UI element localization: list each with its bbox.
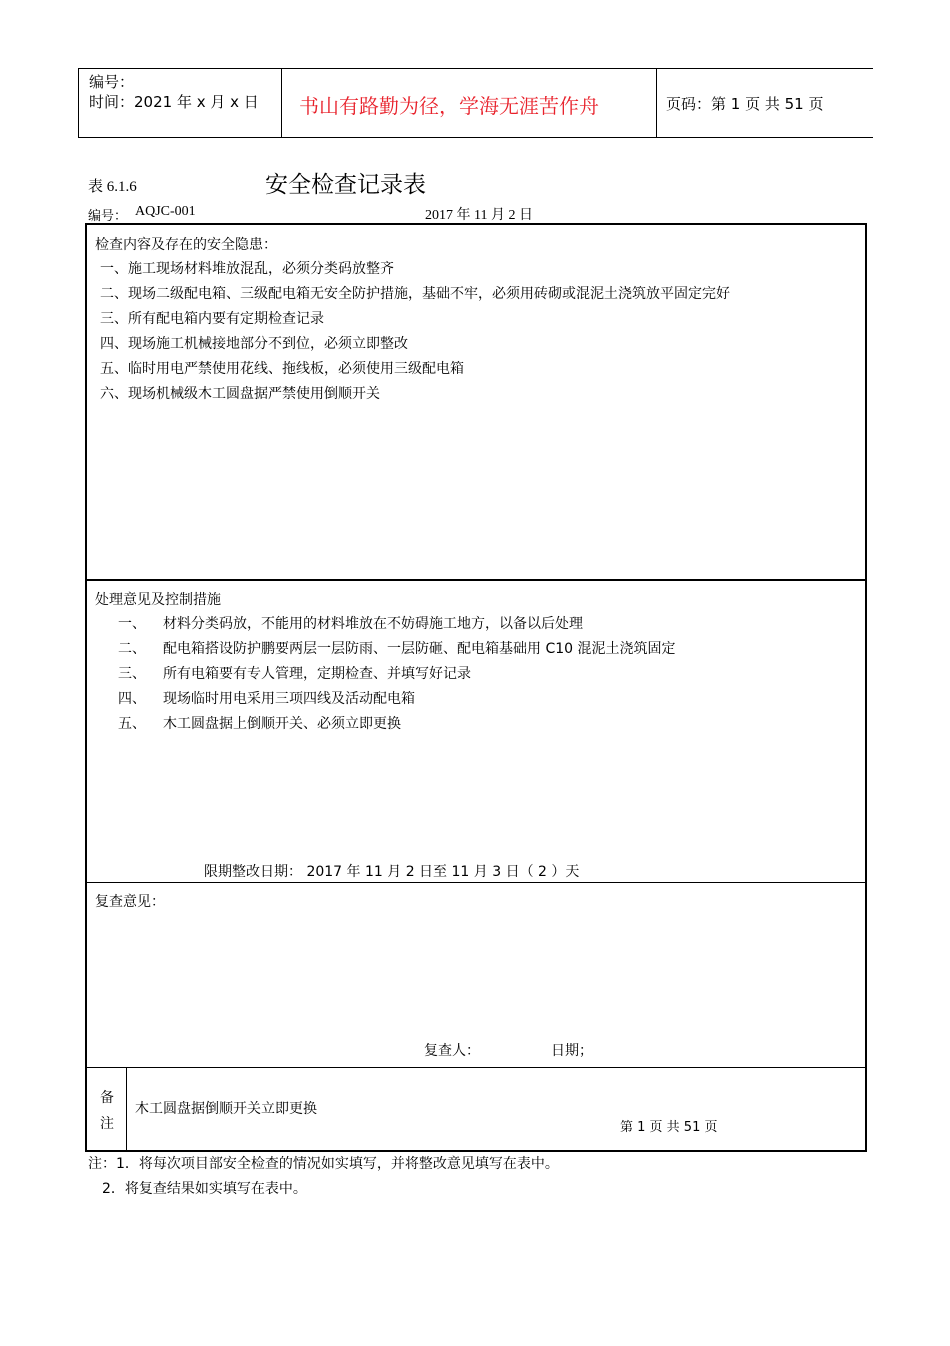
- code-label: 编号：: [88, 209, 128, 224]
- measure-number: 一、: [118, 616, 146, 632]
- measure-number: 四、: [118, 691, 146, 707]
- header-box: [78, 68, 873, 138]
- remarks-content: 木工圆盘据倒顺开关立即更换: [135, 1101, 317, 1117]
- inspection-item: 一、施工现场材料堆放混乱，必须分类码放整齐: [100, 261, 394, 277]
- measure-text: 现场临时用电采用三项四线及活动配电箱: [163, 691, 415, 707]
- measure-text: 木工圆盘据上倒顺开关、必须立即更换: [163, 716, 401, 732]
- header-motto-cell: [281, 69, 657, 137]
- review-section: [87, 883, 865, 1068]
- remarks-label-cell: [87, 1068, 127, 1150]
- inspection-item: 二、现场二级配电箱、三级配电箱无安全防护措施，基础不牢，必须用砖砌或混泥土浇筑放平固定完好: [100, 286, 730, 302]
- remarks-page-info: 第 1 页 共 51 页: [620, 1120, 718, 1135]
- inspection-item: 五、临时用电严禁使用花线、拖线板，必须使用三级配电箱: [100, 361, 464, 377]
- measure-number: 五、: [118, 716, 146, 732]
- table-number: 表 6.1.6: [88, 179, 137, 195]
- review-heading: 复查意见：: [95, 894, 165, 910]
- header-page-info: 页码：第 1 页 共 51 页: [666, 95, 824, 113]
- document-date: 2017 年 11 月 2 日: [425, 208, 533, 223]
- measure-text: 材料分类码放，不能用的材料堆放在不妨碍施工地方，以备以后处理: [163, 616, 583, 632]
- inspection-section: [87, 225, 865, 581]
- inspection-item: 六、现场机械级木工圆盘据严禁使用倒顺开关: [100, 386, 380, 402]
- remarks-label-bottom: 注: [100, 1116, 114, 1132]
- code-value: AQJC-001: [135, 204, 196, 219]
- motto-text: 书山有路勤为径，学海无涯苦作舟: [299, 94, 599, 118]
- remarks-label-top: 备: [100, 1090, 114, 1106]
- inspection-item: 四、现场施工机械接地部分不到位，必须立即整改: [100, 336, 408, 352]
- page-title: 安全检查记录表: [265, 172, 426, 198]
- header-time: 时间：2021 年 x 月 x 日: [89, 93, 259, 111]
- note-1: 注：1．将每次项目部安全检查的情况如实填写，并将整改意见填写在表中。: [88, 1156, 559, 1172]
- measures-heading: 处理意见及控制措施: [95, 592, 221, 608]
- inspection-heading: 检查内容及存在的安全隐患：: [95, 237, 277, 253]
- reviewer-label: 复查人：: [424, 1043, 480, 1059]
- remarks-section: [87, 1068, 865, 1150]
- note-2: 2．将复查结果如实填写在表中。: [102, 1181, 307, 1197]
- header-number-label: 编号：: [89, 73, 135, 91]
- measure-number: 三、: [118, 666, 146, 682]
- measures-section: [87, 581, 865, 883]
- header-page-cell: [657, 69, 873, 137]
- inspection-item: 三、所有配电箱内要有定期检查记录: [100, 311, 324, 327]
- measure-number: 二、: [118, 641, 146, 657]
- inspection-table: [85, 223, 867, 1152]
- header-left-cell: [79, 69, 282, 137]
- measure-text: 所有电箱要有专人管理，定期检查、并填写好记录: [163, 666, 471, 682]
- measure-text: 配电箱搭设防护鹏要两层一层防雨、一层防砸、配电箱基础用 C10 混泥土浇筑固定: [163, 641, 676, 657]
- rectification-deadline: 限期整改日期： 2017 年 11 月 2 日至 11 月 3 日（ 2 ）天: [204, 864, 580, 880]
- review-date-label: 日期；: [551, 1043, 593, 1059]
